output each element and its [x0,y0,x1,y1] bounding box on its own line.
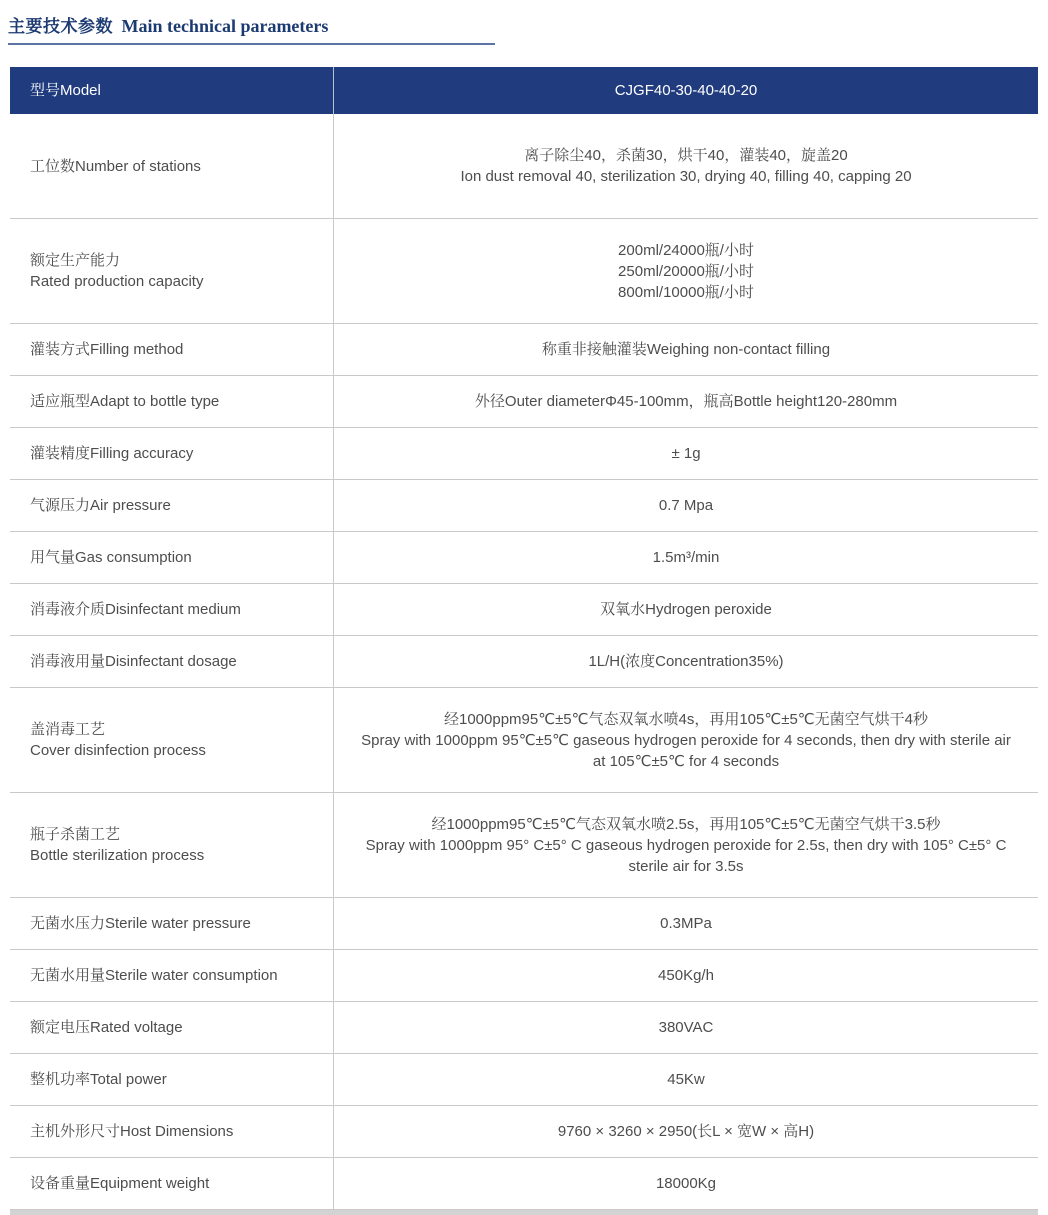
param-value-cell [333,584,1038,635]
param-value-cell [333,636,1038,687]
param-value-cell [333,1106,1038,1157]
param-label-cell [10,532,333,583]
table-row [10,219,1038,324]
param-label-line: 气源压力Air pressure [30,497,171,514]
param-label-line: 设备重量Equipment weight [30,1175,210,1192]
param-label-cell [10,480,333,531]
param-value-line: ± 1g [671,445,701,462]
param-value-line: 1.5m³/min [652,549,720,566]
param-label-line: 消毒液用量Disinfectant dosage [30,653,237,670]
param-value-cell [333,324,1038,375]
param-label-cell [10,584,333,635]
param-value-cell [333,898,1038,949]
param-value-cell [333,219,1038,323]
table-row [10,532,1038,584]
table-bottom-bar [10,1210,1038,1215]
param-label-cell [10,688,333,792]
param-label-line: 工位数Number of stations [30,157,201,175]
table-row [10,584,1038,636]
section-title-en: Main technical parameters [121,16,329,36]
param-value-cell [333,1054,1038,1105]
param-label-line: Bottle sterilization process [30,847,205,864]
param-value-cell [333,532,1038,583]
param-value-cell [333,114,1038,218]
param-value-cell [333,793,1038,897]
table-row [10,480,1038,532]
param-value-line: Spray with 1000ppm 95℃±5℃ gaseous hydrogen peroxide for 4 seconds, then dry with sterile air at 105℃±5℃ for 4 seconds [361,731,1011,770]
param-value-line: 经1000ppm95℃±5℃气态双氧水喷4s，再用105℃±5℃无菌空气烘干4秒 [444,710,928,728]
param-value-line: 9760 × 3260 × 2950(长L × 宽W × 高H) [557,1123,815,1140]
param-value-line: 18000Kg [655,1175,717,1192]
table-row [10,1002,1038,1054]
param-label-cell [10,219,333,323]
param-value-line: 450Kg/h [658,967,714,984]
table-row [10,324,1038,376]
table-row [10,1106,1038,1158]
table-row [10,428,1038,480]
param-value-cell [333,1002,1038,1053]
param-value-line: 离子除尘40，杀菌30，烘干40，灌装40，旋盖20 [524,147,848,164]
param-label-cell [10,324,333,375]
param-label-line: 整机功率Total power [30,1071,167,1088]
table-row [10,636,1038,688]
param-label-line: 无菌水压力Sterile water pressure [30,915,251,932]
param-value-line: 380VAC [658,1019,714,1036]
param-label-line: 瓶子杀菌工艺 [30,826,121,843]
param-value-line: 双氧水Hydrogen peroxide [600,601,772,618]
param-label-line: 主机外形尺寸Host Dimensions [30,1123,234,1140]
param-label-cell [10,950,333,1001]
param-label-cell [10,376,333,427]
param-label-line: 灌装精度Filling accuracy [30,445,194,462]
param-label-line: 额定电压Rated voltage [30,1019,183,1036]
param-value-cell [333,1158,1038,1209]
table-row [10,1054,1038,1106]
param-label-line: 灌装方式Filling method [30,341,184,358]
param-value-line: 1L/H(浓度Concentration35%) [588,653,784,670]
table-body [10,114,1038,1210]
param-value-line: 0.3MPa [660,915,712,932]
param-label-line: Cover disinfection process [30,742,206,759]
param-label-line: 无菌水用量Sterile water consumption [30,967,278,984]
table-row [10,898,1038,950]
table-row [10,793,1038,898]
param-label-line: 额定生产能力 [30,252,121,269]
param-value-cell [333,950,1038,1001]
param-label-cell [10,114,333,218]
param-value-line: 称重非接触灌装Weighing non-contact filling [541,341,831,358]
table-row [10,114,1038,219]
param-label-cell [10,898,333,949]
param-label-line: 用气量Gas consumption [30,549,192,566]
param-label-cell [10,1002,333,1053]
param-value-line: 45Kw [667,1071,705,1088]
param-label-line: 适应瓶型Adapt to bottle type [30,393,220,410]
param-value-line: 250ml/20000瓶/小时 [618,262,754,280]
param-label-cell [10,1054,333,1105]
header-model-value-cell: CJGF40-30-40-40-20 [333,67,1038,114]
param-value-line: 0.7 Mpa [658,497,714,514]
param-label-cell [10,1158,333,1209]
table-header-row [10,67,1038,114]
section-title-zh: 主要技术参数 [8,17,113,36]
param-value-cell [333,428,1038,479]
param-value-line: 外径Outer diameterΦ45-100mm，瓶高Bottle height120-280mm [474,393,898,410]
param-value-cell [333,376,1038,427]
param-value-line: 800ml/10000瓶/小时 [618,283,754,301]
table-row [10,688,1038,793]
param-label-cell [10,793,333,897]
param-value-cell [333,688,1038,792]
param-value-line: Ion dust removal 40, sterilization 30, drying 40, filling 40, capping 20 [460,168,912,185]
parameters-table [10,67,1038,1215]
table-row [10,376,1038,428]
param-label-line: 消毒液介质Disinfectant medium [30,601,241,618]
param-label-cell [10,1106,333,1157]
table-row [10,1158,1038,1210]
param-label-cell [10,636,333,687]
param-label-line: Rated production capacity [30,273,204,290]
param-value-line: 200ml/24000瓶/小时 [618,241,754,259]
table-row [10,950,1038,1002]
param-value-line: Spray with 1000ppm 95° C±5° C gaseous hydrogen peroxide for 2.5s, then dry with 105° C±5° C sterile air for 3.5s [365,836,1007,875]
header-model-label-cell: 型号Model [30,82,101,99]
section-title [8,10,495,45]
param-label-cell [10,428,333,479]
param-label-line: 盖消毒工艺 [30,721,106,738]
param-value-line: 经1000ppm95℃±5℃气态双氧水喷2.5s，再用105℃±5℃无菌空气烘干3.5秒 [431,815,941,833]
param-value-cell [333,480,1038,531]
